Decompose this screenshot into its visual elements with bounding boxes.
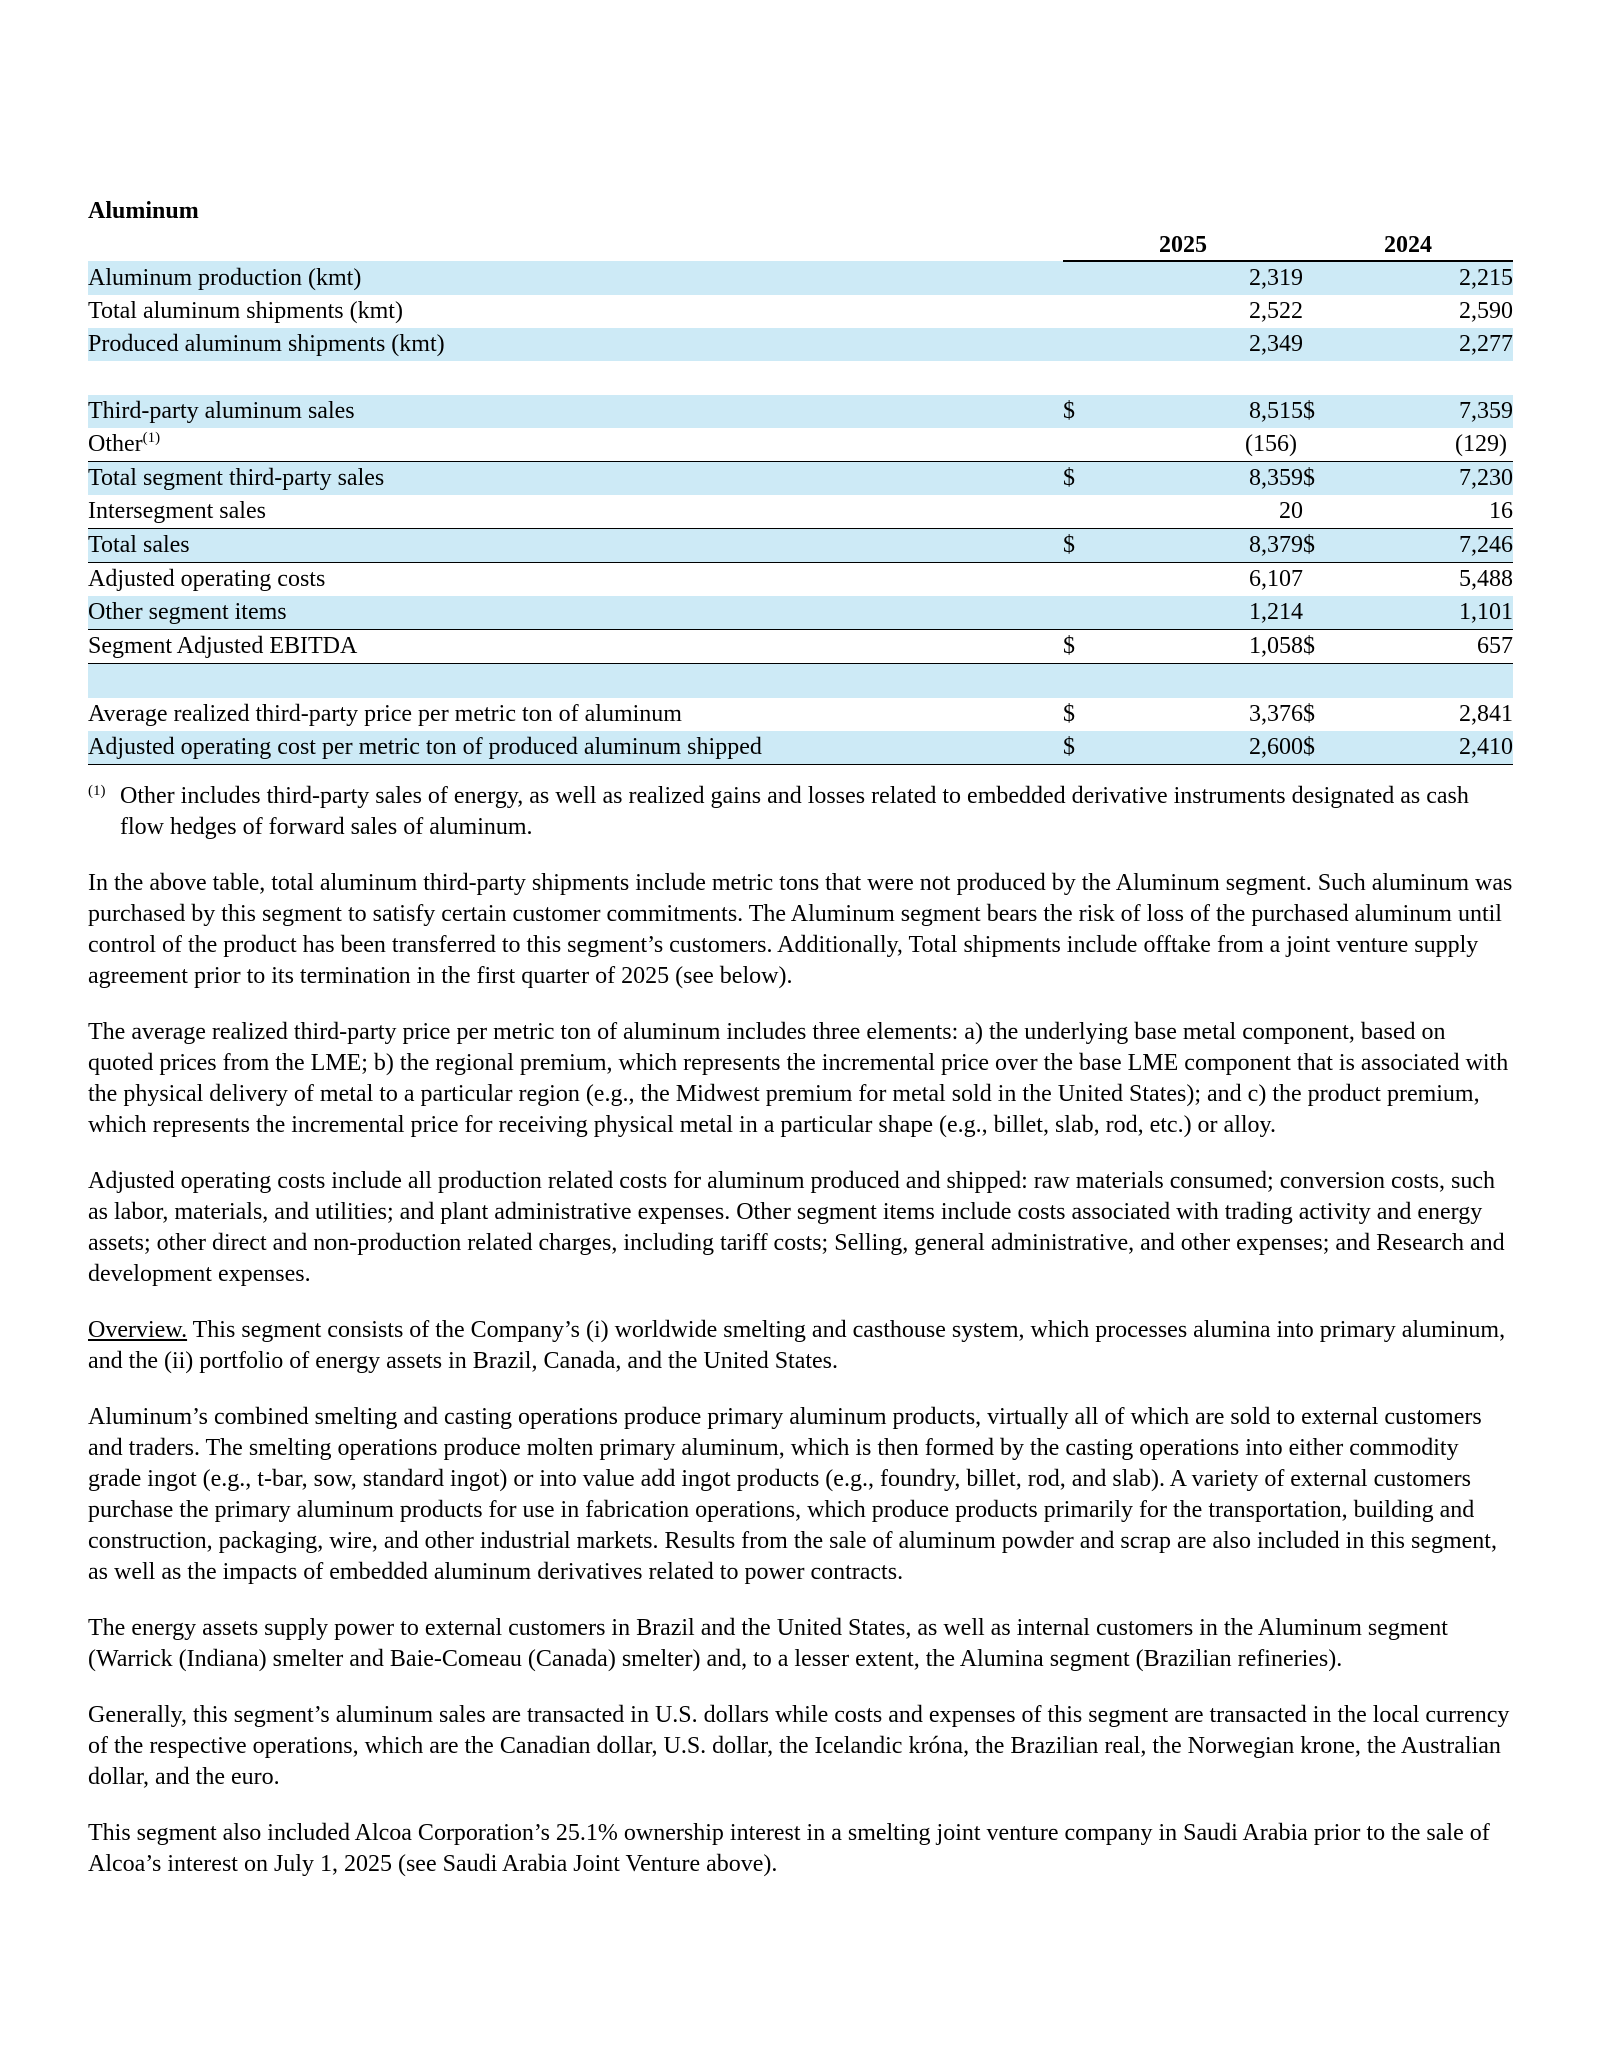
- overview-text: This segment consists of the Company’s (i) worldwide smelting and casthouse system, which processes alumina into primary aluminum, and the (ii) portfolio of energy assets in Brazil, Canada, and the United States.: [88, 1317, 1506, 1374]
- value-2025: 8,515: [1153, 395, 1303, 428]
- footnote-reference: (1): [142, 430, 161, 446]
- row-label: Total segment third-party sales: [88, 462, 1063, 496]
- value-2025: 6,107: [1249, 566, 1303, 592]
- column-header-2025: 2025: [1063, 230, 1303, 261]
- table-spacer: [88, 664, 1513, 699]
- table-row: [88, 295, 1513, 328]
- row-label-text: Other: [88, 431, 143, 457]
- paragraph-currency: Generally, this segment’s aluminum sales are transacted in U.S. dollars while costs and expenses of this segment are transacted in the local currency of the respective operations, which are the Canadian dollar, U.S. dollar, the Icelandic króna, the Brazilian real, the Norwegian krone, the Australian dollar, and the euro.: [88, 1702, 1510, 1790]
- currency-symbol: $: [1303, 395, 1363, 428]
- table-header-row: [88, 230, 1513, 261]
- table-row: [88, 563, 1513, 597]
- value-2025: 8,359: [1153, 462, 1303, 496]
- table-spacer: [88, 361, 1513, 395]
- value-2025: 1,214: [1153, 596, 1303, 630]
- row-label: Average realized third-party price per metric ton of aluminum: [88, 701, 682, 727]
- paragraph-saudi-jv: This segment also included Alcoa Corporation’s 25.1% ownership interest in a smelting joint venture company in Saudi Arabia prior to the sale of Alcoa’s interest on July 1, 2025 (see Saudi Arabia Joint Venture above).: [88, 1820, 1490, 1877]
- row-label: Adjusted operating costs: [88, 566, 326, 592]
- row-label: Total sales: [88, 529, 1063, 563]
- row-label: [88, 428, 1063, 462]
- currency-symbol: $: [1303, 701, 1315, 727]
- value-2024: 2,410: [1363, 731, 1513, 765]
- paragraph-operating-costs: Adjusted operating costs include all production related costs for aluminum produced and shipped: raw materials consumed; conversion costs, such as labor, materials, and utilities; and plant administrative expenses. Other segment items include costs associated with trading activity and energy assets; other direct and non-production related charges, including tariff costs; Selling, general administrative, and other expenses; and Research and development expenses.: [88, 1168, 1505, 1287]
- currency-symbol: $: [1063, 529, 1153, 563]
- table-row: [88, 630, 1513, 664]
- row-label: Produced aluminum shipments (kmt): [88, 328, 1063, 361]
- value-2024: (129): [1455, 431, 1507, 457]
- row-label: Aluminum production (kmt): [88, 261, 1063, 295]
- value-2024: 7,359: [1363, 395, 1513, 428]
- paragraph-realized-price: The average realized third-party price per metric ton of aluminum includes three elements: a) the underlying base metal component, based on quoted prices from the LME; b) the regional premium, which represents the incremental price over the base LME component that is associated with the physical delivery of metal to a particular region (e.g., the Midwest premium for metal sold in the United States); and c) the product premium, which represents the incremental price for receiving physical metal in a particular shape (e.g., billet, slab, rod, etc.) or alloy.: [88, 1019, 1509, 1138]
- value-2025: (156): [1245, 431, 1297, 457]
- currency-symbol: $: [1303, 462, 1363, 496]
- currency-symbol: $: [1063, 630, 1153, 664]
- value-2025: 3,376: [1249, 701, 1303, 727]
- paragraph-energy-assets: The energy assets supply power to external customers in Brazil and the United States, as well as internal customers in the Aluminum segment (Warrick (Indiana) smelter and Baie-Comeau (Canada) smelter) and, to a lesser extent, the Alumina segment (Brazilian refineries).: [88, 1615, 1448, 1672]
- table-row: [88, 328, 1513, 361]
- row-label: Other segment items: [88, 596, 1063, 630]
- value-2025: 8,379: [1153, 529, 1303, 563]
- value-2024: 657: [1363, 630, 1513, 664]
- value-2024: 2,277: [1363, 328, 1513, 361]
- currency-symbol: $: [1303, 731, 1363, 765]
- paragraph-smelting-casting: Aluminum’s combined smelting and casting operations produce primary aluminum products, virtually all of which are sold to external customers and traders. The smelting operations produce molten primary aluminum, which is then formed by the casting operations into either commodity grade ingot (e.g., t-bar, sow, standard ingot) or into value add ingot products (e.g., foundry, billet, rod, and slab). A variety of external customers purchase the primary aluminum products for use in fabrication operations, which produce products primarily for the transportation, building and construction, packaging, wire, and other industrial markets. Results from the sale of aluminum powder and scrap are also included in this segment, as well as the impacts of embedded aluminum derivatives related to power contracts.: [88, 1404, 1497, 1585]
- value-2024: 5,488: [1459, 566, 1513, 592]
- value-2024: 2,590: [1459, 298, 1513, 324]
- currency-symbol: $: [1063, 701, 1075, 727]
- table-row: [88, 395, 1513, 428]
- table-row: [88, 261, 1513, 295]
- value-2024: 2,841: [1459, 701, 1513, 727]
- value-2025: 20: [1279, 498, 1303, 524]
- paragraph-shipments: In the above table, total aluminum third-party shipments include metric tons that were not produced by the Aluminum segment. Such aluminum was purchased by this segment to satisfy certain customer commitments. The Aluminum segment bears the risk of loss of the purchased aluminum until control of the product has been transferred to this segment’s customers. Additionally, Total shipments include offtake from a joint venture supply agreement prior to its termination in the first quarter of 2025 (see below).: [88, 870, 1513, 989]
- table-row: [88, 428, 1513, 462]
- document-page: [88, 196, 1513, 1880]
- table-row: [88, 529, 1513, 563]
- row-label: Segment Adjusted EBITDA: [88, 630, 1063, 664]
- paragraph-overview: [88, 1315, 1513, 1377]
- value-2025: 2,522: [1249, 298, 1303, 324]
- value-2025: 2,349: [1153, 328, 1303, 361]
- row-label: Intersegment sales: [88, 498, 266, 524]
- currency-symbol: $: [1303, 529, 1363, 563]
- aluminum-segment-table: [88, 230, 1513, 765]
- value-2024: 16: [1489, 498, 1513, 524]
- table-row: [88, 495, 1513, 529]
- value-2024: 7,246: [1363, 529, 1513, 563]
- section-title: Aluminum: [88, 198, 199, 224]
- table-row: [88, 596, 1513, 630]
- row-label: Adjusted operating cost per metric ton of produced aluminum shipped: [88, 731, 1063, 765]
- table-row: [88, 462, 1513, 496]
- overview-heading: Overview.: [88, 1317, 188, 1343]
- value-2025: 2,319: [1153, 261, 1303, 295]
- row-label: Total aluminum shipments (kmt): [88, 298, 403, 324]
- currency-symbol: $: [1063, 462, 1153, 496]
- currency-symbol: $: [1303, 630, 1363, 664]
- column-header-2024: 2024: [1303, 230, 1513, 261]
- footnote-mark: (1): [88, 783, 106, 799]
- value-2025: 2,600: [1153, 731, 1303, 765]
- value-2024: 7,230: [1363, 462, 1513, 496]
- table-footnote: [88, 781, 1513, 843]
- footnote-text: Other includes third-party sales of energy, as well as realized gains and losses related to embedded derivative instruments designated as cash flow hedges of forward sales of aluminum.: [120, 783, 1469, 840]
- value-2025: 1,058: [1153, 630, 1303, 664]
- table-row: [88, 731, 1513, 765]
- value-2024: 1,101: [1363, 596, 1513, 630]
- value-2024: 2,215: [1363, 261, 1513, 295]
- row-label: Third-party aluminum sales: [88, 395, 1063, 428]
- table-row: [88, 698, 1513, 731]
- currency-symbol: $: [1063, 395, 1153, 428]
- currency-symbol: $: [1063, 731, 1153, 765]
